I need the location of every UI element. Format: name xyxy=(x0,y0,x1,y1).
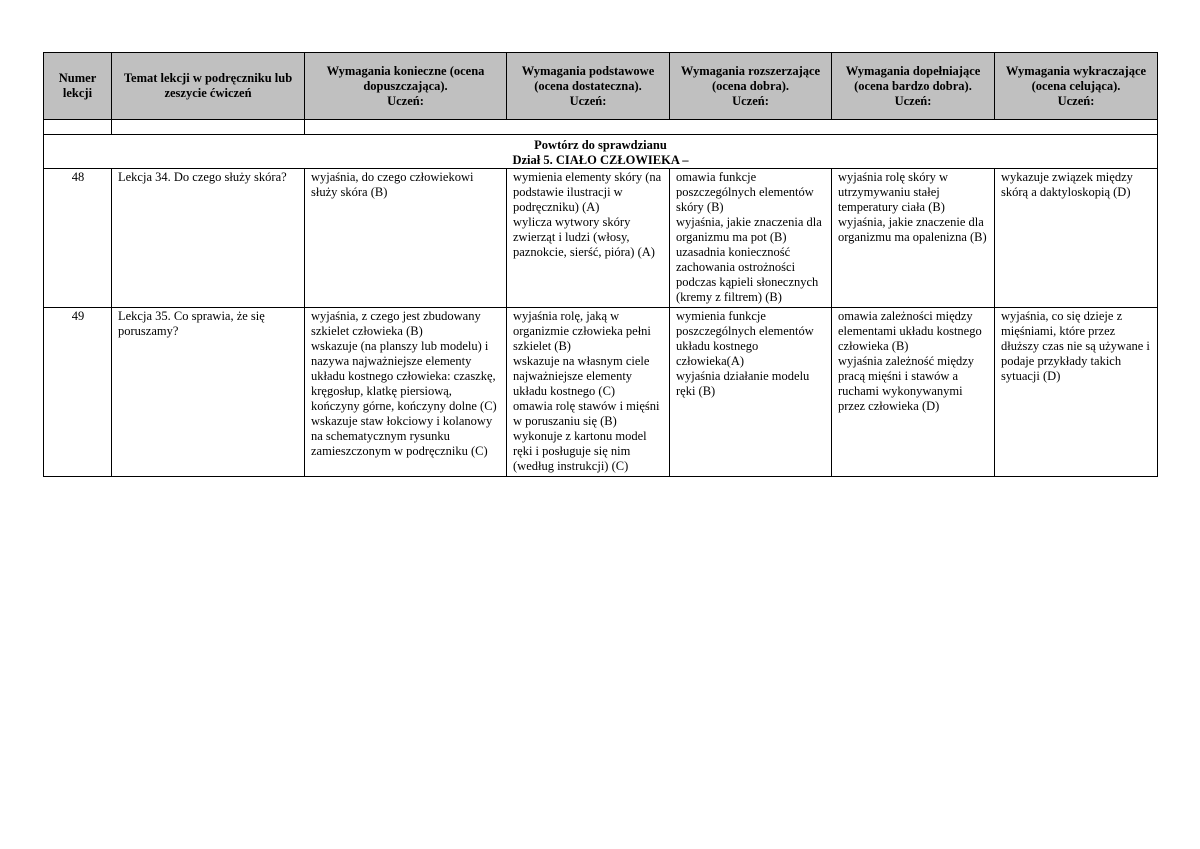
empty-cell xyxy=(305,120,1158,135)
header-lesson-topic: Temat lekcji w podręczniku lub zeszycie ćwiczeń xyxy=(112,53,305,120)
empty-cell xyxy=(112,120,305,135)
req-dopelniajace: wyjaśnia rolę skóry w utrzymywaniu stałej temperatury ciała (B) wyjaśnia, jakie znaczenie dla organizmu ma opalenizna (B) xyxy=(832,169,995,308)
requirements-table xyxy=(43,52,1158,477)
header-konieczne: Wymagania konieczne (ocena dopuszczająca). Uczeń: xyxy=(305,53,507,120)
header-row xyxy=(44,53,1158,120)
header-podstawowe: Wymagania podstawowe (ocena dostateczna). Uczeń: xyxy=(507,53,670,120)
req-wykraczajace: wykazuje związek między skórą a daktyloskopią (D) xyxy=(995,169,1158,308)
req-rozszerzajace: wymienia funkcje poszczególnych elementów układu kostnego człowieka(A) wyjaśnia działanie modelu ręki (B) xyxy=(670,308,832,477)
empty-row xyxy=(44,120,1158,135)
header-lesson-number: Numer lekcji xyxy=(44,53,112,120)
req-wykraczajace: wyjaśnia, co się dzieje z mięśniami, które przez dłuższy czas nie są używane i podaje przykłady takich sytuacji (D) xyxy=(995,308,1158,477)
section-heading xyxy=(44,135,1158,169)
header-rozszerzajace: Wymagania rozszerzające (ocena dobra). Uczeń: xyxy=(670,53,832,120)
section-subtitle: Dział 5. CIAŁO CZŁOWIEKA – xyxy=(512,153,689,167)
req-konieczne: wyjaśnia, z czego jest zbudowany szkielet człowieka (B) wskazuje (na planszy lub modelu) i nazywa najważniejsze elementy układu kostnego człowieka: czaszkę, kręgosłup, klatkę piersiową, kończyny górne, kończyny dolne (C) wskazuje staw łokciowy i kolanowy na schematycznym rysunku zamieszczonym w podręczniku (C) xyxy=(305,308,507,477)
req-dopelniajace: omawia zależności między elementami układu kostnego człowieka (B) wyjaśnia zależność między pracą mięśni i stawów a ruchami wykonywanymi przez człowieka (D) xyxy=(832,308,995,477)
section-row xyxy=(44,135,1158,169)
req-podstawowe: wyjaśnia rolę, jaką w organizmie człowieka pełni szkielet (B) wskazuje na własnym ciele najważniejsze elementy układu kostnego (C) omawia rolę stawów i mięśni w poruszaniu się (B) wykonuje z kartonu model ręki i posługuje się nim (według instrukcji) (C) xyxy=(507,308,670,477)
lesson-number: 48 xyxy=(44,169,112,308)
table-row xyxy=(44,169,1158,308)
req-rozszerzajace: omawia funkcje poszczególnych elementów skóry (B) wyjaśnia, jakie znaczenia dla organizmu ma pot (B) uzasadnia konieczność zachowania ostrożności podczas kąpieli słonecznych (kremy z filtrem) (B) xyxy=(670,169,832,308)
header-wykraczajace: Wymagania wykraczające (ocena celująca). Uczeń: xyxy=(995,53,1158,120)
lesson-topic: Lekcja 35. Co sprawia, że się poruszamy? xyxy=(112,308,305,477)
empty-cell xyxy=(44,120,112,135)
req-podstawowe: wymienia elementy skóry (na podstawie ilustracji w podręczniku) (A) wylicza wytwory skóry zwierząt i ludzi (włosy, paznokcie, sierść, pióra) (A) xyxy=(507,169,670,308)
lesson-topic: Lekcja 34. Do czego służy skóra? xyxy=(112,169,305,308)
req-konieczne: wyjaśnia, do czego człowiekowi służy skóra (B) xyxy=(305,169,507,308)
header-dopelniajace: Wymagania dopełniające (ocena bardzo dobra). Uczeń: xyxy=(832,53,995,120)
table-row xyxy=(44,308,1158,477)
section-title: Powtórz do sprawdzianu xyxy=(534,138,667,152)
lesson-number: 49 xyxy=(44,308,112,477)
